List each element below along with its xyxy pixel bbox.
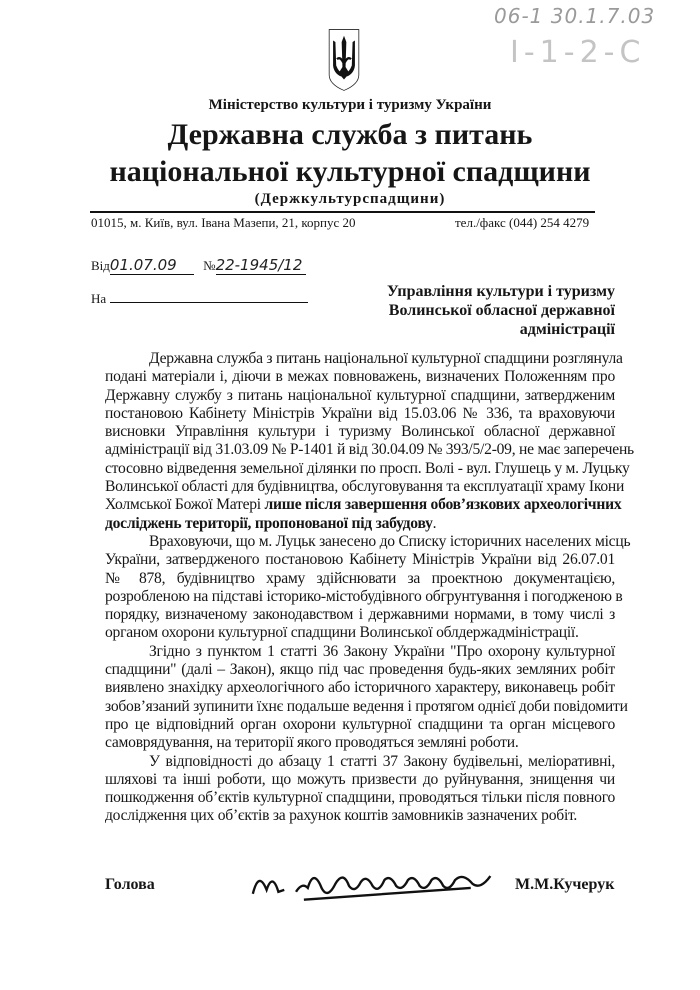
body-line: [105, 643, 615, 661]
text-segment: України, затвердженого постановою Кабінету Міністрів України від 26.07.01: [105, 551, 615, 569]
text-segment: .: [432, 514, 437, 532]
registration-stamp: 06-1 30.1.7.03: [494, 4, 656, 28]
number-field: 22-1945/12: [216, 257, 306, 275]
text-segment: стосовно відведення земельної ділянки по просп. Волі - вул. Глушець у м. Луцьку: [105, 459, 630, 477]
body-line: [105, 551, 615, 569]
text-segment: адміністрації від 31.03.09 № Р-1401 й від 30.04.09 № 393/5/2-09, не має заперечень: [105, 441, 634, 459]
ministry-name: Міністерство культури і туризму України: [208, 97, 492, 113]
body-line: [105, 697, 628, 716]
outgoing-reference: [91, 257, 306, 275]
body-line: [105, 368, 615, 386]
body-line: [105, 423, 615, 441]
body-line: [105, 459, 630, 478]
text-segment: Згідно з пунктом 1 статті 36 Закону України "Про охорону культурної: [149, 642, 615, 660]
body-line: [105, 679, 615, 697]
text-segment: виявлено знахідку археологічного або історичного характеру, виконавець робіт: [105, 679, 615, 697]
text-segment: № 878, будівництво храму здійснювати за проектною документацією,: [105, 569, 615, 587]
text-segment: подані матеріали і, діючи в межах повноважень, визначених Положенням про: [105, 368, 615, 386]
recipient-line: Управління культури і туризму: [387, 283, 615, 300]
handwritten-signature: [245, 860, 510, 905]
text-segment: про це відповідний орган охорони культурної спадщини та орган місцевого: [105, 715, 615, 733]
trident-coat-of-arms-icon: [326, 28, 362, 92]
header-divider: [90, 211, 595, 213]
text-segment: Державна служба з питань національної культурної спадщини розглянула: [149, 350, 623, 367]
text-segment: органом охорони культурної спадщини Волинської облдержадміністрації.: [105, 624, 579, 642]
body-line: [105, 716, 615, 734]
agency-title-line1: Державна служба з питань: [167, 118, 533, 151]
text-segment: постановою Кабінету Міністрів України від 15.03.06 № 336, та враховуючи: [105, 404, 615, 422]
emphasized-text: досліджень території, пропонованої під забудову: [105, 514, 433, 532]
body-line: [105, 753, 615, 771]
recipient-line: Волинської обласної державної: [388, 302, 615, 319]
number-label: №: [203, 258, 216, 273]
text-segment: Волинської області для будівництва, обслуговування та експлуатації храму Ікони: [105, 478, 625, 496]
body-line: [105, 350, 623, 368]
body-line: [105, 606, 615, 624]
text-segment: спадщини" (далі – Закон), якщо під час проведення будь-яких земляних робіт: [105, 661, 615, 679]
incoming-reference: [91, 290, 308, 307]
body-line: [105, 587, 623, 606]
text-segment: висновки Управління культури і туризму Волинської обласної державної: [105, 423, 615, 441]
signatory-title: Голова: [105, 876, 155, 893]
body-line: [105, 387, 615, 405]
body-line: [105, 405, 615, 423]
body-line: [105, 515, 615, 533]
body-line: [105, 661, 615, 679]
body-line: [105, 789, 615, 807]
text-segment: Державну службу з питань національної культурної спадщини, затвердженим: [105, 386, 615, 404]
text-segment: шляхові та інші роботи, що можуть призвести до руйнування, знищення чи: [105, 770, 615, 788]
signatory-name: М.М.Кучерук: [515, 876, 615, 893]
body-line: [105, 496, 622, 514]
body-line: [105, 624, 615, 642]
emphasized-text: лише після завершення обов’язкових археологічних: [264, 496, 622, 514]
text-segment: порядку, визначеному законодавством і державними нормами, в тому числі з: [105, 606, 615, 624]
text-segment: Холмської Божої Матері: [105, 496, 265, 514]
body-line: [105, 734, 615, 752]
text-segment: пошкодження об’єктів культурної спадщини, проводяться тільки після повного: [105, 789, 615, 807]
agency-abbreviation: (Держкультурспадщини): [254, 191, 446, 207]
recipient-block: [350, 282, 615, 339]
body-line: [105, 478, 625, 496]
text-segment: У відповідності до абзацу 1 статті 37 Закону будівельні, меліоративні,: [149, 752, 615, 770]
handwritten-mark: I-1-2-С: [510, 35, 646, 70]
agency-address: 01015, м. Київ, вул. Івана Мазепи, 21, корпус 20: [91, 215, 356, 230]
body-line: [105, 771, 615, 789]
date-field: 01.07.09: [110, 257, 194, 275]
agency-phone: тел./факс (044) 254 4279: [455, 215, 590, 230]
letter-body: [105, 350, 634, 826]
text-segment: дослідження цих об’єктів за рахунок коштів замовників зазначених робіт.: [105, 807, 578, 825]
to-label: На: [91, 291, 107, 306]
recipient-line: адміністрації: [519, 321, 615, 338]
from-label: Від: [91, 258, 110, 273]
to-field: [110, 290, 308, 303]
body-line: [105, 441, 634, 459]
text-segment: розробленою на підставі історико-містобудівного обгрунтування і погодженою в: [105, 587, 623, 605]
body-line: [105, 532, 631, 551]
text-segment: зобов’язаний зупинити їхнє подальше ведення і протягом однієї доби повідомити: [105, 697, 628, 715]
text-segment: Враховуючи, що м. Луцьк занесено до Списку історичних населених місць: [149, 532, 631, 550]
agency-title-line2: національної культурної спадщини: [109, 155, 591, 188]
body-line: [105, 807, 615, 825]
body-line: [105, 570, 615, 588]
text-segment: самоврядування, на території якого проводяться земляні роботи.: [105, 734, 519, 752]
